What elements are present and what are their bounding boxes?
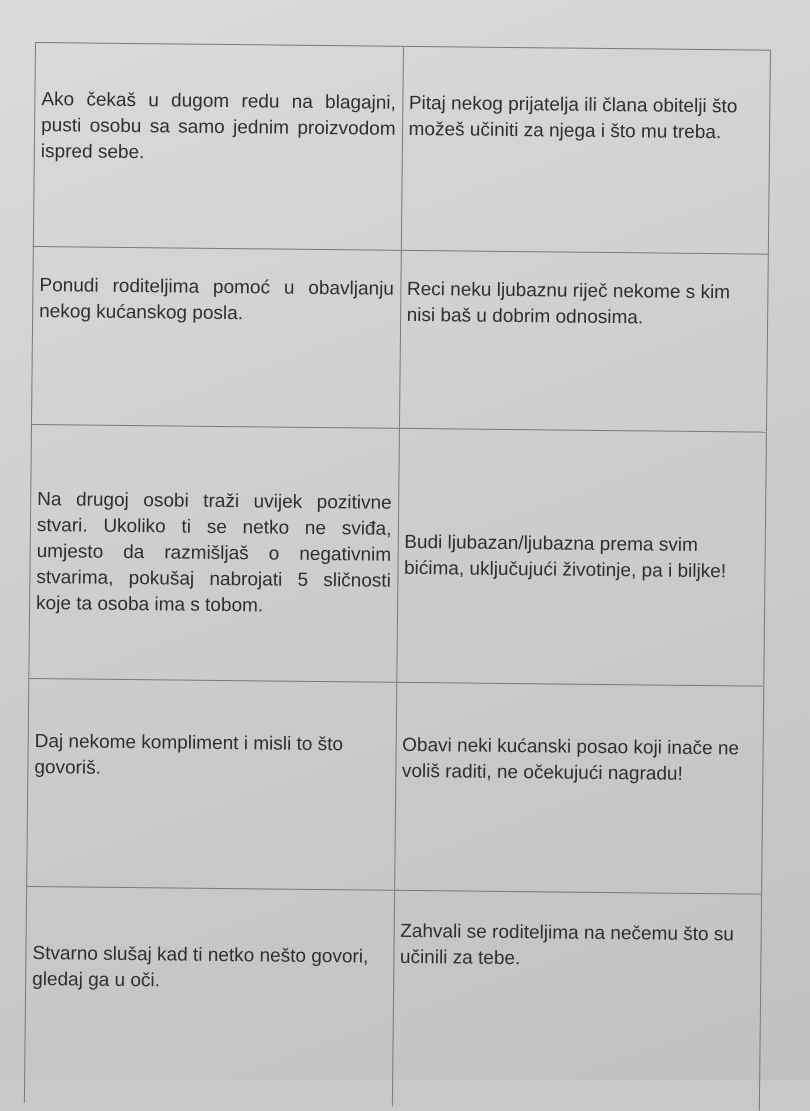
card-cell (399, 251, 768, 432)
card-text: Daj nekome kompliment i misli to što govoriš. (34, 731, 344, 779)
card-text: Zahvali se roditeljima na nečemu što su učinili za tebe. (399, 920, 735, 970)
card-text: Stvarno slušaj kad ti netko nešto govori, gledaj ga u oči. (32, 943, 369, 992)
card-cell (25, 887, 395, 1107)
card-cell (401, 47, 771, 254)
table-row (27, 679, 764, 895)
card-cell (34, 43, 404, 250)
card-cell (32, 247, 401, 428)
card-cell (392, 891, 762, 1111)
card-text: Budi ljubazan/ljubazna prema svim bićima, uključujući životinje, pa i biljke! (403, 531, 727, 582)
table-row (29, 425, 767, 687)
kindness-cards-table (24, 42, 771, 1111)
card-text: Pitaj nekog prijatelja ili člana obitelji što možeš učiniti za njega i što mu treba. (408, 92, 738, 144)
card-text: Na drugoj osobi traži uvijek pozitivne stvari. Ukoliko ti se netko ne sviđa, umjesto da razmišljaš o negativnim stvarima, pokušaj nabrojati 5 sličnosti koje ta osoba ima s tobom. (36, 488, 392, 616)
card-text: Ponudi roditeljima pomoć u obavljanju nekog kućanskog posla. (39, 275, 395, 325)
card-text: Ako čekaš u dugom redu na blagajni, pusti osobu sa samo jednim proizvodom ispred sebe. (40, 89, 396, 164)
card-cell (395, 683, 765, 894)
table-row (34, 43, 771, 255)
card-cell (397, 429, 767, 686)
card-text: Reci neku ljubaznu riječ nekome s kim nisi baš u dobrim odnosima. (406, 278, 731, 329)
table-row (25, 887, 762, 1111)
table-row (32, 247, 769, 433)
card-cell (29, 425, 399, 682)
card-text: Obavi neki kućanski posao koji inače ne voliš raditi, ne očekujući nagradu! (401, 734, 740, 785)
card-cell (27, 679, 397, 890)
